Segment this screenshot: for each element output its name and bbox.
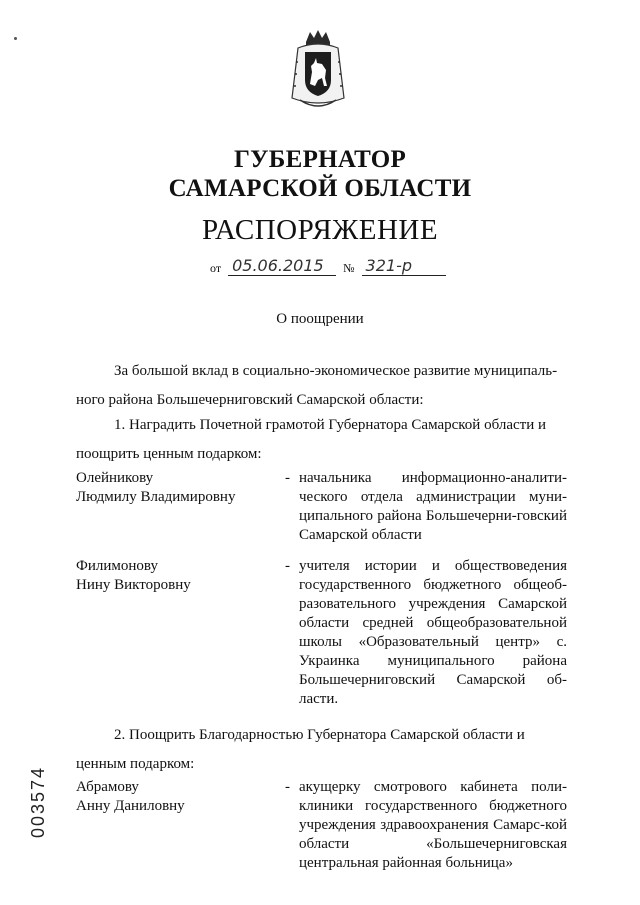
awardee-position: акущерку смотрового кабинета поли-клиники государственного бюджетного учреждения здравоохранения Самарс-кой области «Большечерниговская центральная районная больница»	[299, 779, 567, 871]
intro-line2: ного района Большечерниговский Самарской области:	[76, 392, 424, 408]
date-value: 05.06.2015	[228, 256, 336, 276]
item1-line1: 1. Наградить Почетной грамотой Губернатора Самарской области и	[114, 417, 546, 433]
entry-dash: -	[285, 470, 290, 486]
awardee-surname: Филимонову	[76, 558, 158, 574]
samara-coat-of-arms-icon	[288, 28, 348, 112]
document-type: РАСПОРЯЖЕНИЕ	[201, 214, 439, 246]
document-subject: О поощрении	[276, 311, 364, 327]
issuer-title-line2: САМАРСКОЙ ОБЛАСТИ	[168, 175, 472, 202]
awardee-name	[76, 557, 276, 595]
awardee-position: начальника информационно-аналити-ческого отдела администрации муни-ципального района Большечерни-говский Самарской области	[299, 470, 567, 543]
scan-speck	[14, 37, 17, 40]
issuer-title-line1: ГУБЕРНАТОР	[233, 146, 407, 173]
intro-line1: За большой вклад в социально-экономическое развитие муниципаль-	[114, 363, 558, 379]
item1-paragraph	[76, 411, 566, 469]
awardee-given-names: Нину Викторовну	[76, 577, 191, 593]
awardee-given-names: Людмилу Владимировну	[76, 489, 236, 505]
item2-paragraph	[76, 721, 566, 779]
awardee-position: учителя истории и обществоведения государственного бюджетного общеоб-разовательного учреждения Самарской области средней общеобразовательной школы «Образовательный центр» с. Украинка муниципального района Большечерниговский Самарской об-ласти.	[299, 558, 567, 707]
entry-dash: -	[285, 779, 290, 795]
item2-line1: 2. Поощрить Благодарностью Губернатора Самарской области и	[114, 727, 525, 743]
awardee-surname: Олейникову	[76, 470, 154, 486]
item2-line2: ценным подарком:	[76, 756, 195, 772]
date-label: от	[210, 261, 222, 275]
number-value: 321-р	[362, 256, 446, 276]
date-number-line	[210, 256, 450, 276]
awardee-given-names: Анну Даниловну	[76, 798, 185, 814]
awardee-surname: Абрамову	[76, 779, 139, 795]
entry-dash: -	[285, 558, 290, 574]
intro-paragraph	[76, 357, 566, 415]
registration-number: 003574	[28, 765, 48, 838]
awardee-name	[76, 469, 276, 507]
number-label: №	[343, 261, 355, 275]
item1-line2: поощрить ценным подарком:	[76, 446, 262, 462]
awardee-name	[76, 778, 276, 816]
